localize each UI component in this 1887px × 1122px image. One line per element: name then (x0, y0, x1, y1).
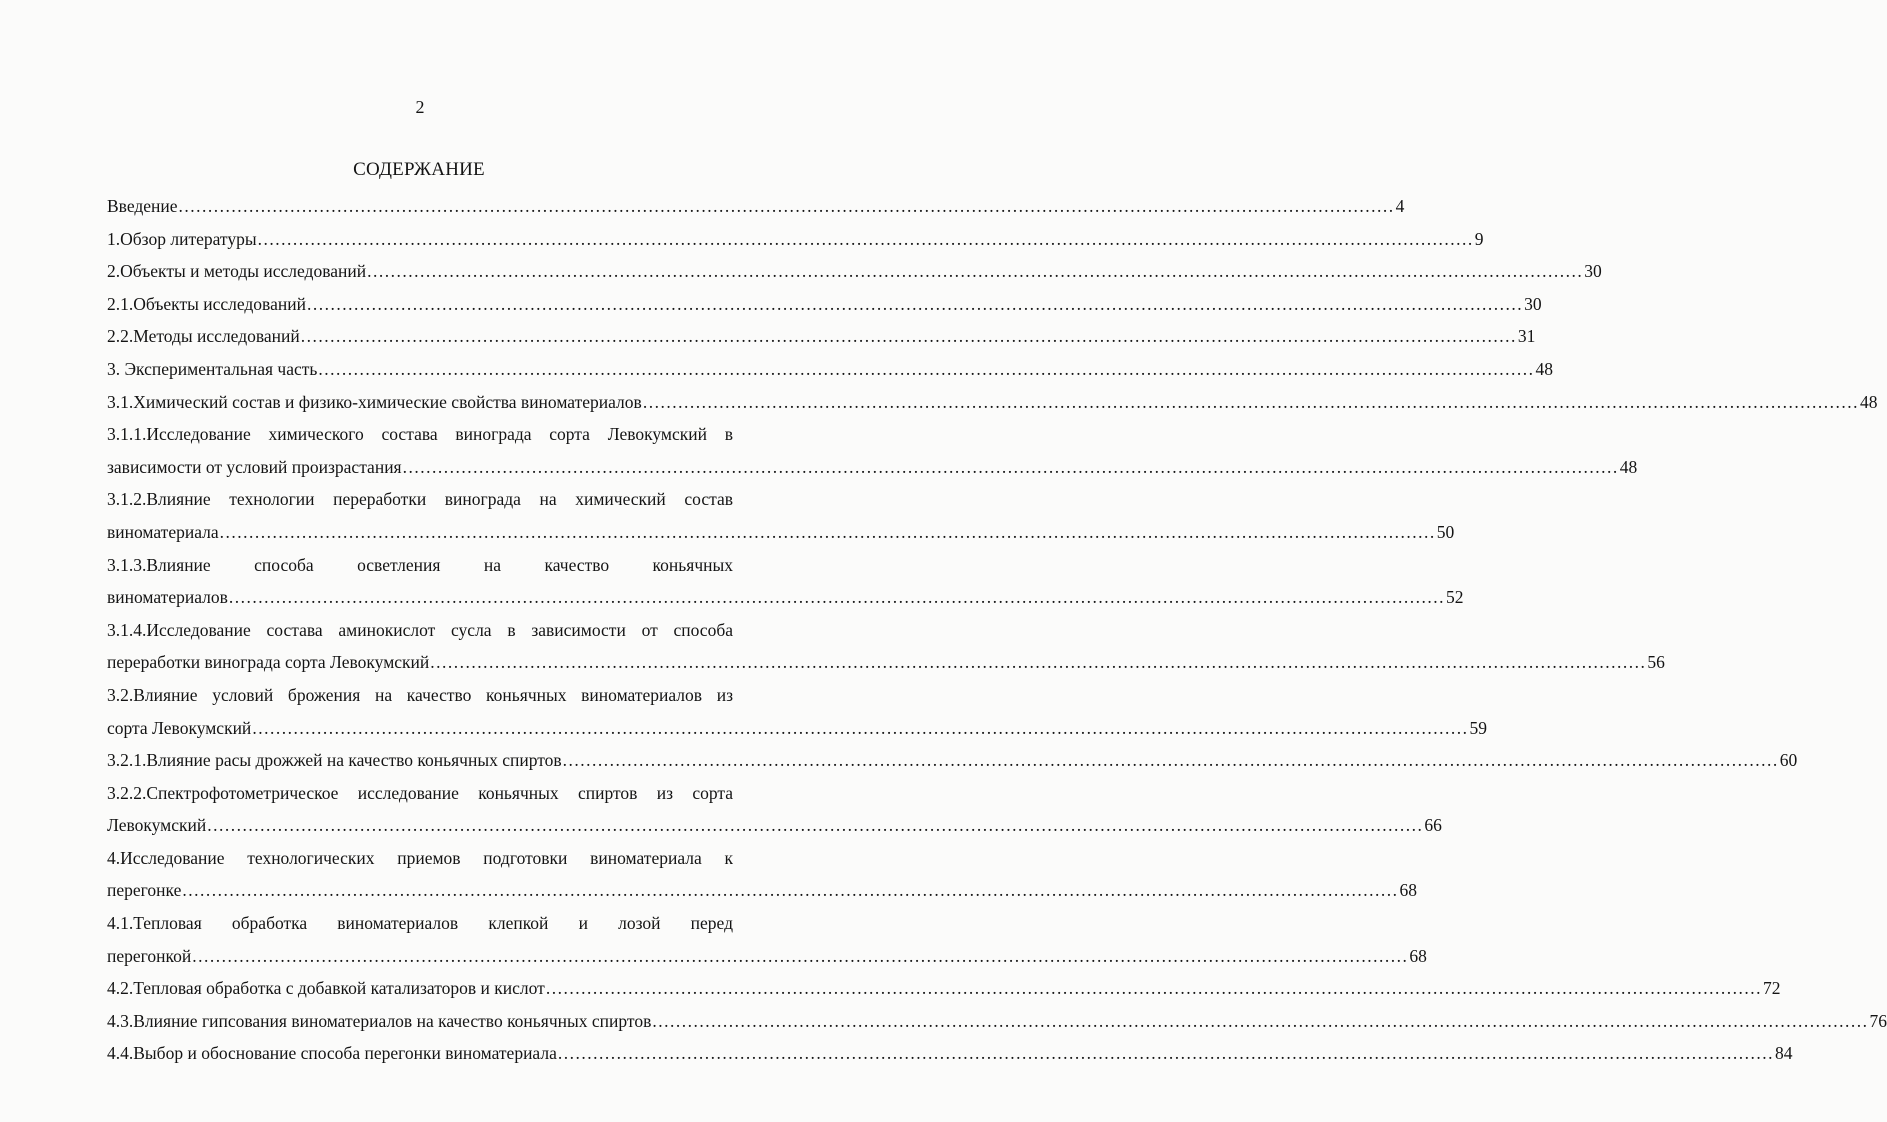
toc-entry-line (107, 386, 1878, 419)
toc-entry-line (107, 1005, 1887, 1038)
toc-page-number: 68 (1409, 945, 1427, 966)
toc-entry (107, 418, 1638, 483)
dot-leader (179, 190, 1395, 223)
toc-page-number: 76 (1869, 1010, 1887, 1031)
toc-entry-line (107, 809, 1442, 842)
toc-entry-text: переработки винограда сорта Левокумский (107, 652, 430, 673)
toc-page-number: 66 (1424, 815, 1442, 836)
toc-entry-text: 3.2.1.Влияние расы дрожжей на качество коньячных спиртов (107, 750, 562, 771)
toc-entry-text: 4.1.Тепловая обработка виноматериалов клепкой и лозой перед (107, 913, 733, 934)
dot-leader (301, 320, 1517, 353)
toc-entry-line (107, 255, 1602, 288)
table-of-contents (107, 190, 1887, 1070)
toc-entry (107, 1005, 1887, 1038)
toc-entry (107, 744, 1798, 777)
toc-entry-text: зависимости от условий произрастания (107, 456, 402, 477)
toc-entry-text: 3.1.2.Влияние технологии переработки винограда на химический состав (107, 489, 733, 510)
toc-entry-text: 1.Обзор литературы (107, 228, 257, 249)
toc-entry-line (107, 320, 1536, 353)
toc-entry (107, 972, 1781, 1005)
toc-entry (107, 1037, 1793, 1070)
toc-entry-text: 4.Исследование технологических приемов подготовки виноматериала к (107, 847, 733, 868)
toc-page-number: 48 (1859, 391, 1878, 412)
toc-page-number: 68 (1399, 880, 1417, 901)
toc-entry-line (107, 353, 1553, 386)
toc-entry-line (107, 190, 1405, 223)
toc-entry-text: сорта Левокумский (107, 717, 252, 738)
toc-entry (107, 679, 1487, 744)
toc-entry-line (107, 646, 1665, 679)
toc-entry-text: 3.2.2.Спектрофотометрическое исследование коньячных спиртов из сорта (107, 782, 733, 803)
toc-entry-line (107, 940, 1427, 973)
toc-page-number: 30 (1584, 261, 1602, 282)
toc-entry-text: 3.1.4.Исследование состава аминокислот сусла в зависимости от способа (107, 619, 733, 640)
dot-leader (546, 972, 1762, 1005)
dot-leader (220, 516, 1436, 549)
toc-page-number: 48 (1535, 358, 1553, 379)
toc-entry-text: 2.1.Объекты исследований (107, 293, 306, 314)
toc-entry-line (107, 744, 1798, 777)
toc-entry-text: Введение (107, 196, 178, 216)
toc-entry-line (107, 1037, 1793, 1070)
dot-leader (318, 353, 1534, 386)
toc-entry-text: 3.1.1.Исследование химического состава винограда сорта Левокумский в (107, 424, 733, 445)
toc-entry-text: 3.1.3.Влияние способа осветления на качество коньячных (107, 554, 733, 575)
toc-entry-line (107, 712, 1487, 745)
dot-leader (563, 744, 1779, 777)
toc-entry-line (107, 581, 1464, 614)
toc-entry (107, 777, 1442, 842)
toc-entry-text: 3.1.Химический состав и физико-химические свойства виноматериалов (107, 391, 642, 412)
toc-entry (107, 386, 1878, 419)
toc-entry-line (107, 288, 1542, 321)
dot-leader (258, 223, 1474, 256)
toc-page-number: 4 (1395, 196, 1405, 216)
dot-leader (403, 451, 1619, 484)
toc-entry (107, 549, 1464, 614)
dot-leader (182, 874, 1398, 907)
dot-leader (252, 712, 1468, 745)
toc-entry (107, 353, 1553, 386)
toc-entry-text: перегонкой (107, 945, 192, 966)
toc-page-number: 72 (1762, 978, 1781, 999)
toc-title: СОДЕРЖАНИЕ (353, 159, 485, 180)
toc-page-number: 52 (1446, 587, 1464, 608)
toc-entry-text: 4.4.Выбор и обоснование способа перегонки виноматериала (107, 1043, 557, 1064)
toc-page-number: 84 (1774, 1043, 1793, 1064)
toc-entry-text: 2.2.Методы исследований (107, 326, 300, 347)
toc-page-number: 60 (1779, 750, 1798, 771)
dot-leader (643, 386, 1859, 419)
toc-entry-text: 2.Объекты и методы исследований (107, 261, 367, 282)
dot-leader (652, 1005, 1868, 1038)
dot-leader (430, 646, 1646, 679)
toc-entry (107, 223, 1484, 256)
toc-entry-text: перегонке (107, 880, 182, 901)
dot-leader (307, 288, 1523, 321)
page-number: 2 (415, 97, 425, 117)
dot-leader (367, 255, 1583, 288)
toc-entry (107, 288, 1542, 321)
toc-page-number: 48 (1619, 456, 1638, 477)
toc-entry (107, 842, 1417, 907)
dot-leader (229, 581, 1445, 614)
toc-entry-text: 4.3.Влияние гипсования виноматериалов на качество коньячных спиртов (107, 1010, 652, 1031)
toc-entry (107, 320, 1536, 353)
toc-entry-line (107, 874, 1417, 907)
toc-page-number: 31 (1517, 326, 1536, 347)
dot-leader (192, 940, 1408, 973)
toc-entry (107, 907, 1427, 972)
toc-entry-text: Левокумский (107, 815, 207, 836)
toc-page-number: 50 (1436, 521, 1455, 542)
toc-entry-text: 3.2.Влияние условий брожения на качество коньячных виноматериалов из (107, 684, 733, 705)
toc-entry-line (107, 972, 1781, 1005)
toc-entry-text: виноматериала (107, 521, 219, 542)
toc-entry (107, 483, 1455, 548)
toc-entry-line (107, 223, 1484, 256)
toc-page-number: 56 (1647, 652, 1665, 673)
toc-entry-line (107, 451, 1638, 484)
toc-page-number: 30 (1524, 293, 1542, 314)
dot-leader (207, 809, 1423, 842)
toc-entry (107, 255, 1602, 288)
dot-leader (558, 1037, 1774, 1070)
toc-entry-text: 3. Экспериментальная часть (107, 358, 318, 379)
toc-page-number: 9 (1474, 228, 1484, 249)
toc-page-number: 59 (1469, 717, 1487, 738)
toc-entry (107, 614, 1665, 679)
toc-entry (107, 190, 1405, 223)
toc-entry-text: виноматериалов (107, 587, 228, 608)
toc-entry-text: 4.2.Тепловая обработка с добавкой катализаторов и кислот (107, 978, 545, 999)
toc-entry-line (107, 516, 1455, 549)
